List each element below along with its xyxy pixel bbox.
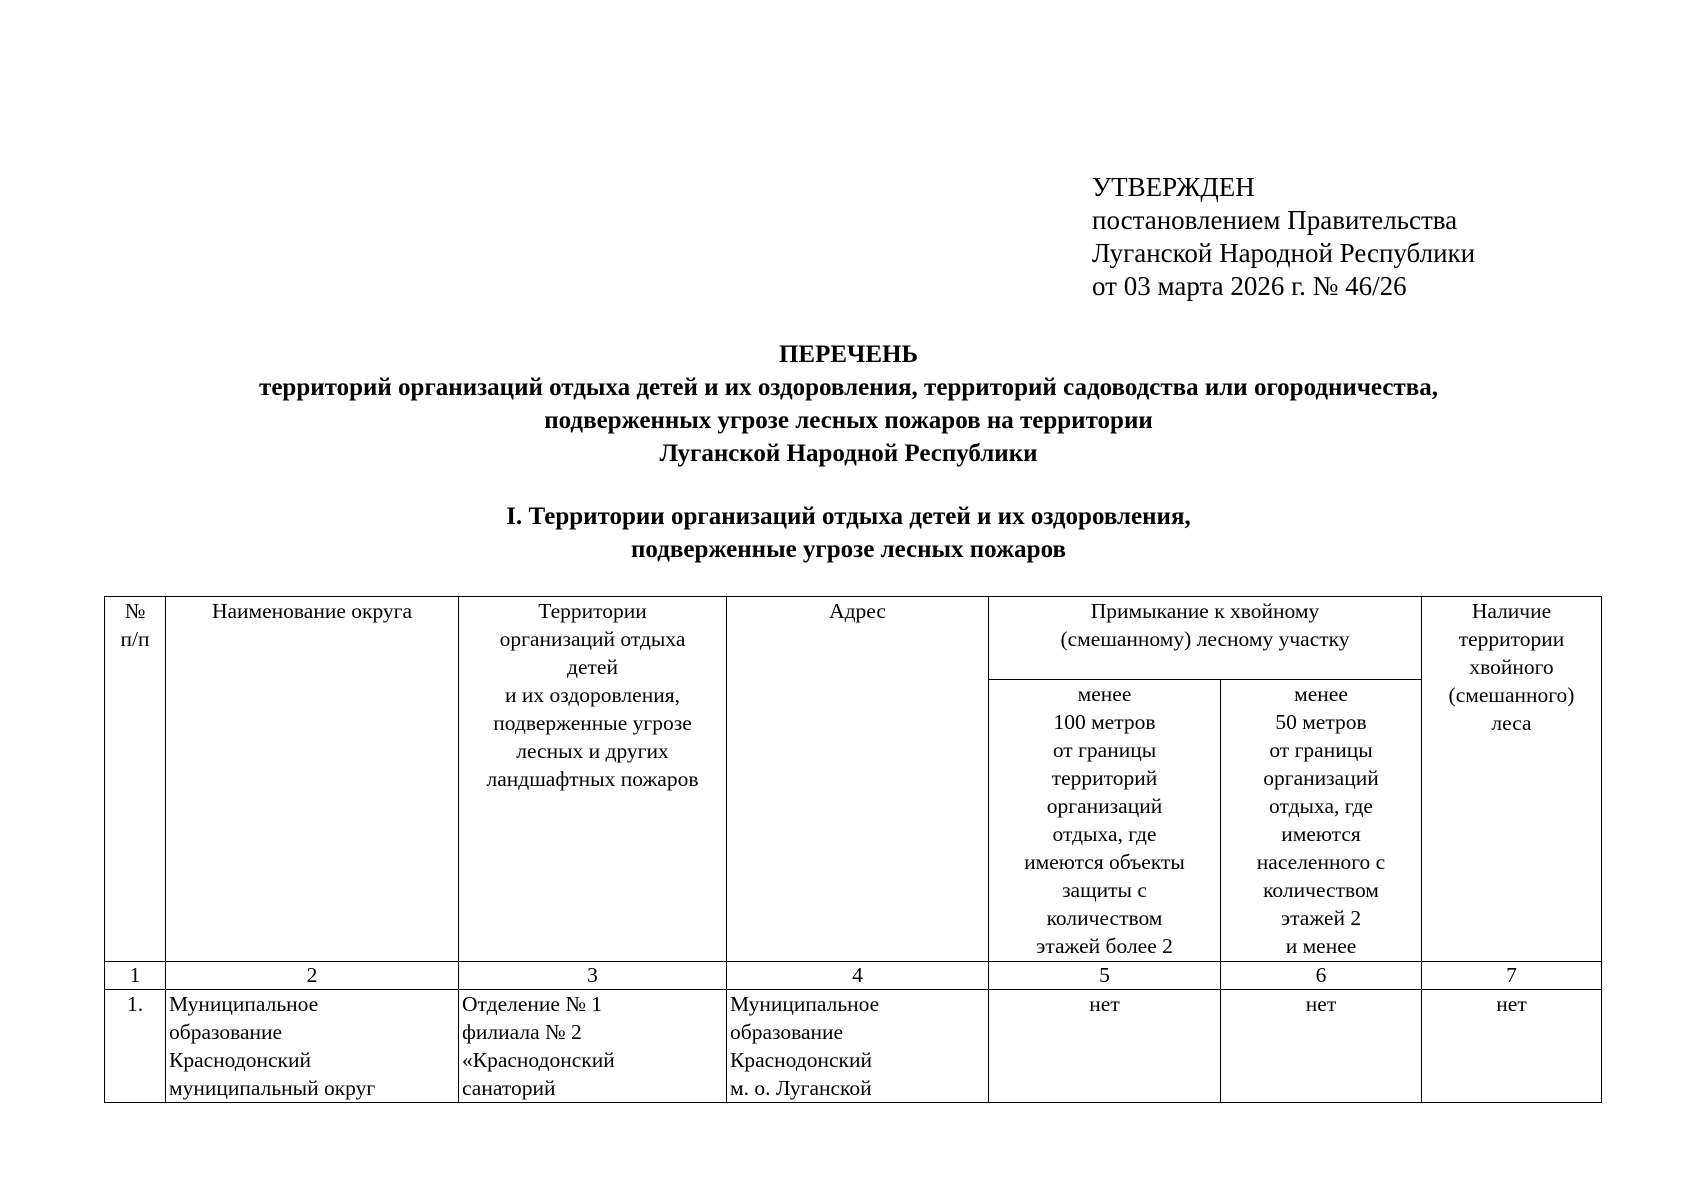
header-forest: Наличие территории хвойного (смешанного) леса bbox=[1422, 597, 1602, 962]
row-forest: нет bbox=[1422, 990, 1602, 1103]
column-number: 4 bbox=[727, 962, 989, 990]
header-num: № п/п bbox=[105, 597, 166, 962]
header-row-1 bbox=[105, 597, 1602, 680]
approval-line-1: УТВЕРЖДЕН bbox=[1092, 172, 1255, 202]
column-number: 3 bbox=[459, 962, 727, 990]
row-adjacency-100m: нет bbox=[989, 990, 1221, 1103]
section-title-line-1: I. Территории организаций отдыха детей и их оздоровления, bbox=[506, 503, 1191, 530]
approval-line-4: от 03 марта 2026 г. № 46/26 bbox=[1092, 271, 1407, 301]
row-district: Муниципальное образование Краснодонский муниципальный округ bbox=[166, 990, 459, 1103]
table-row bbox=[105, 990, 1602, 1103]
header-district: Наименование округа bbox=[166, 597, 459, 962]
column-number: 7 bbox=[1422, 962, 1602, 990]
header-adjacency-50m: менее 50 метров от границы организаций отдыха, где имеются населенного с количеством этажей 2 и менее bbox=[1221, 680, 1422, 962]
column-number: 2 bbox=[166, 962, 459, 990]
row-territory: Отделение № 1 филиала № 2 «Краснодонский санаторий bbox=[459, 990, 727, 1103]
row-adjacency-50m: нет bbox=[1221, 990, 1422, 1103]
approval-stamp bbox=[1092, 171, 1475, 303]
section-title-line-2: подверженные угрозе лесных пожаров bbox=[631, 536, 1066, 563]
document-title bbox=[0, 338, 1697, 470]
approval-line-3: Луганской Народной Республики bbox=[1092, 238, 1476, 268]
row-number: 1. bbox=[105, 990, 166, 1103]
header-adjacency: Примыкание к хвойному (смешанному) лесному участку bbox=[989, 597, 1422, 680]
section-title bbox=[0, 500, 1697, 566]
approval-line-2: постановлением Правительства bbox=[1092, 205, 1458, 235]
title-line-3: Луганской Народной Республики bbox=[659, 440, 1038, 467]
title-line-1: территорий организаций отдыха детей и их оздоровления, территорий садоводства или огородничества, bbox=[259, 374, 1438, 401]
column-number: 6 bbox=[1221, 962, 1422, 990]
column-number: 5 bbox=[989, 962, 1221, 990]
header-territories: Территории организаций отдыха детей и их оздоровления, подверженные угрозе лесных и других ландшафтных пожаров bbox=[459, 597, 727, 962]
column-number-row bbox=[105, 962, 1602, 990]
territories-table bbox=[104, 596, 1602, 1103]
title-heading: ПЕРЕЧЕНЬ bbox=[778, 341, 919, 368]
header-address: Адрес bbox=[727, 597, 989, 962]
row-address: Муниципальное образование Краснодонский м. о. Луганской bbox=[727, 990, 989, 1103]
column-number: 1 bbox=[105, 962, 166, 990]
title-line-2: подверженных угрозе лесных пожаров на территории bbox=[544, 407, 1153, 434]
header-adjacency-100m: менее 100 метров от границы территорий организаций отдыха, где имеются объекты защиты с количеством этажей более 2 bbox=[989, 680, 1221, 962]
